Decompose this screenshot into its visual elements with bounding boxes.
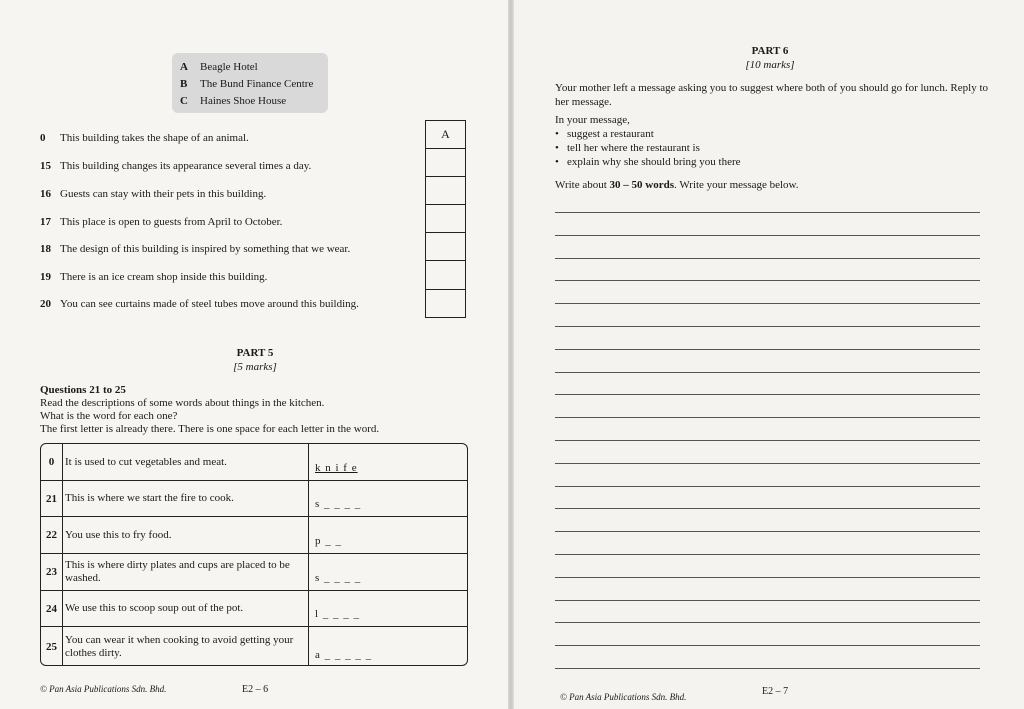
- part5-heading: PART 5 [5 marks]: [233, 347, 277, 373]
- writing-line[interactable]: [555, 212, 980, 213]
- right-footer-publisher: © Pan Asia Publications Sdn. Bhd.: [560, 692, 687, 702]
- requirement-list: [555, 127, 995, 169]
- table-row: 22 You use this to fry food. p _ _: [41, 517, 467, 554]
- statement-row: 16 Guests can stay with their pets in this building.: [40, 188, 267, 200]
- table-row: 21 This is where we start the fire to cook. s _ _ _ _: [41, 481, 467, 517]
- kitchen-words-table: [40, 443, 468, 666]
- book-gutter: [508, 0, 514, 709]
- statement-row: 17 This place is open to guests from April to October.: [40, 216, 283, 228]
- answer-box[interactable]: [426, 205, 465, 233]
- statement-row: 19 There is an ice cream shop inside this building.: [40, 271, 268, 283]
- statement-row: 20 You can see curtains made of steel tubes move around this building.: [40, 298, 359, 310]
- answer-box[interactable]: A: [426, 121, 465, 149]
- part6-intro: Your mother left a message asking you to suggest where both of you should go for lunch. Reply to her message.: [555, 82, 989, 108]
- writing-line[interactable]: [555, 394, 980, 395]
- option-a: A Beagle Hotel: [180, 61, 258, 73]
- list-item: • suggest a restaurant: [555, 127, 995, 141]
- option-b: B The Bund Finance Centre: [180, 78, 314, 90]
- writing-line[interactable]: [555, 668, 980, 669]
- building-options-box: [172, 53, 328, 113]
- list-item: • tell her where the restaurant is: [555, 141, 995, 155]
- left-page-number: E2 – 6: [242, 684, 269, 695]
- writing-line[interactable]: [555, 463, 980, 464]
- writing-line[interactable]: [555, 554, 980, 555]
- answer-column: [425, 120, 466, 318]
- answer-box[interactable]: [426, 149, 465, 177]
- answer-blank[interactable]: p _ _: [315, 535, 342, 547]
- table-row: 23 This is where dirty plates and cups are placed to be washed. s _ _ _ _: [41, 554, 467, 591]
- writing-line[interactable]: [555, 303, 980, 304]
- answer-blank[interactable]: a _ _ _ _ _: [315, 649, 373, 661]
- word-count-instruction: Write about 30 – 50 words. Write your message below.: [555, 179, 799, 191]
- part5-instructions: Questions 21 to 25 Read the descriptions of some words about things in the kitchen. What is the word for each one? The first letter is already there. There is one space for each letter in the word.: [40, 384, 380, 435]
- option-c: C Haines Shoe House: [180, 95, 287, 107]
- writing-line[interactable]: [555, 508, 980, 509]
- answer-box[interactable]: [426, 233, 465, 261]
- table-row: 24 We use this to scoop soup out of the pot. l _ _ _ _: [41, 591, 467, 627]
- writing-line[interactable]: [555, 600, 980, 601]
- writing-line[interactable]: [555, 577, 980, 578]
- statement-row: 0 This building takes the shape of an animal.: [40, 132, 249, 144]
- statement-row: 18 The design of this building is inspired by something that we wear.: [40, 243, 351, 255]
- example-answer: k n i f e: [315, 462, 358, 474]
- right-page-number: E2 – 7: [762, 686, 789, 697]
- writing-line[interactable]: [555, 326, 980, 327]
- writing-line[interactable]: [555, 258, 980, 259]
- writing-line[interactable]: [555, 372, 980, 373]
- statement-row: 15 This building changes its appearance several times a day.: [40, 160, 312, 172]
- writing-line[interactable]: [555, 440, 980, 441]
- part6-heading: PART 6 [10 marks]: [745, 45, 795, 71]
- answer-box[interactable]: [426, 290, 465, 318]
- answer-blank[interactable]: s _ _ _ _: [315, 498, 362, 510]
- table-row: 0 It is used to cut vegetables and meat. k n i f e: [41, 444, 467, 481]
- writing-line[interactable]: [555, 417, 980, 418]
- writing-line[interactable]: [555, 486, 980, 487]
- writing-line[interactable]: [555, 531, 980, 532]
- writing-line[interactable]: [555, 235, 980, 236]
- writing-line[interactable]: [555, 622, 980, 623]
- answer-box[interactable]: [426, 177, 465, 205]
- left-footer-publisher: © Pan Asia Publications Sdn. Bhd.: [40, 684, 167, 694]
- writing-line[interactable]: [555, 280, 980, 281]
- list-item: • explain why she should bring you there: [555, 155, 995, 169]
- answer-blank[interactable]: s _ _ _ _: [315, 572, 362, 584]
- answer-blank[interactable]: l _ _ _ _: [315, 608, 361, 620]
- answer-box[interactable]: [426, 261, 465, 289]
- table-row: 25 You can wear it when cooking to avoid getting your clothes dirty. a _ _ _ _ _: [41, 627, 467, 666]
- writing-line[interactable]: [555, 349, 980, 350]
- writing-line[interactable]: [555, 645, 980, 646]
- message-requirements: In your message, • suggest a restaurant • tell her where the restaurant is • explain why she should bring you there: [555, 113, 995, 169]
